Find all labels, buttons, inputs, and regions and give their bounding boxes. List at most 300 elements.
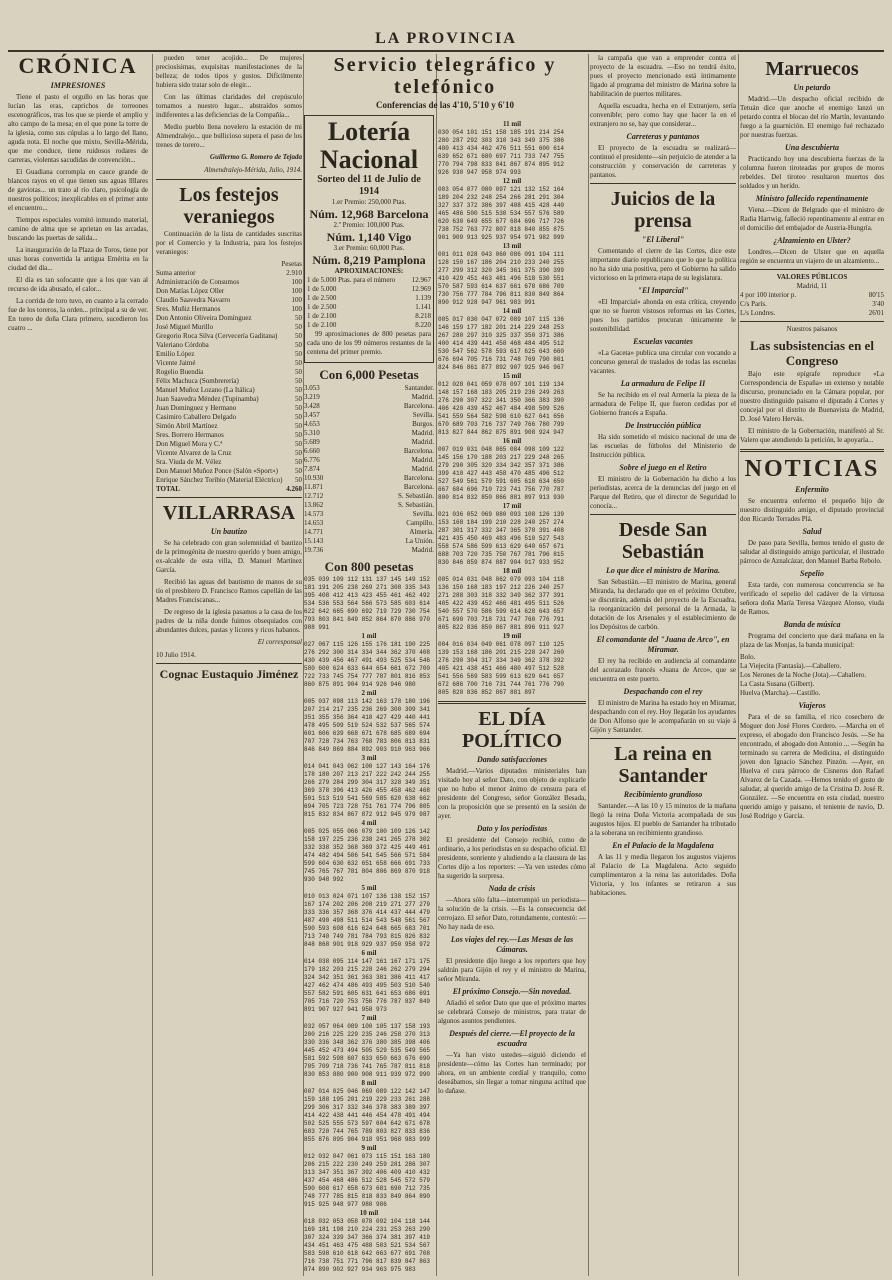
festejos-item-value: 2.910 (286, 269, 302, 277)
marruecos-heading: ¿Alzamiento en Ulster? (773, 236, 851, 245)
cronica-subtitle: IMPRESIONES (50, 81, 106, 90)
numeros-800-blocks (304, 576, 434, 1274)
con-6000-title: Con 6,000 Pesetas (319, 367, 419, 382)
premio-6000-item-value: Madrid. (411, 429, 434, 437)
politico-section: Nada de crisis (488, 884, 536, 893)
premio-6000-item-value: Madrid. (411, 546, 434, 554)
total-label: TOTAL (156, 485, 180, 493)
column-divider (738, 54, 739, 1276)
masthead: LA PROVINCIA (375, 30, 517, 47)
mil-heading: 3 mil (361, 754, 377, 762)
conferencias-subtitle: Conferencias de las 4'10, 5'10 y 6'10 (375, 100, 515, 110)
premio-6000-item-label: 12.712 (304, 492, 324, 500)
valores-title: VALORES PÚBLICOS (776, 273, 848, 281)
mil-heading: 13 mil (502, 242, 522, 250)
paisanos-paragraph: El ministro de la Gobernación, manifestó al Sr. Valero que atendiendo la petición, le apoyaría... (740, 427, 884, 444)
mil-heading: 18 mil (502, 567, 522, 575)
premio-6000-item (304, 438, 434, 447)
numeros-block: 007 019 031 048 065 084 098 109 122 145 156 170 188 203 217 229 248 265 279 290 305 320 334 342 357 371 386 399 410 427 443 458 470 485 496 512 527 549 561 579 591 605 618 634 650 667 684 696 710 723 741 756 770 787 800 814 832 850 866 881 897 913 930 (438, 446, 565, 501)
festejos-item-label: Enrique Sánchez Toribio (Material Eléctrico) (156, 476, 283, 484)
programa-item: La Casta Susana (Gilbert). (740, 680, 815, 688)
festejos-item (156, 341, 302, 350)
festejos-item (156, 269, 302, 278)
mil-heading: 10 mil (359, 1209, 379, 1217)
festejos-item (156, 278, 302, 287)
premio-6000-item-label: 13.862 (304, 501, 324, 509)
aproximaciones-list (307, 276, 431, 330)
premio-6000-item (304, 483, 434, 492)
numeros-block: 018 032 053 058 078 092 104 118 144 169 181 198 210 224 231 253 263 290 307 324 339 347 366 374 381 397 419 434 451 463 475 488 503 521 534 567 583 598 610 618 642 663 677 691 708 716 738 751 771 796 817 839 847 863 874 890 902 927 934 963 975 983 (304, 1218, 431, 1273)
festejos-item-value: 50 (295, 476, 302, 484)
festejos-item (156, 332, 302, 341)
festejos-item (156, 359, 302, 368)
festejos-title: Los festejos veraniegos (179, 184, 279, 228)
festejos-item-value: 50 (295, 404, 302, 412)
festejos-item-label: Sra. Viuda de M. Vélez (156, 458, 222, 466)
festejos-item (156, 368, 302, 377)
festejos-item (156, 404, 302, 413)
column-divider (588, 54, 589, 1276)
numeros-block: 005 017 030 047 072 089 107 115 136 146 159 177 182 201 214 229 248 253 267 280 297 310 325 337 350 371 386 400 414 439 441 458 468 484 495 512 530 547 562 578 593 617 625 643 660 676 694 705 716 731 748 769 790 801 824 846 861 877 892 907 925 946 967 (438, 316, 565, 371)
mil-heading: 14 mil (502, 307, 522, 315)
el-dia-politico-title: EL DÍA POLÍTICO (461, 708, 563, 752)
festejos-item-label: Valeriano Córdoba (156, 341, 209, 349)
premio-6000-item-value: Burgos. (412, 420, 434, 428)
numeros-block: 001 011 028 043 060 086 091 104 111 128 150 167 186 204 210 233 240 255 277 299 312 320 345 361 375 390 399 410 429 451 463 481 496 518 530 551 570 587 593 614 637 661 678 686 709 730 756 777 784 796 811 830 849 864 890 912 928 947 961 983 991 (438, 251, 565, 306)
top-rule (8, 50, 884, 52)
premio-6000-item (304, 510, 434, 519)
politico-section: Dando satisfacciones (477, 755, 547, 764)
valor-item-label: L/s Londres. (740, 309, 776, 317)
premio-6000-item-label: 6.660 (304, 447, 320, 455)
noticias-title: NOTICIAS (744, 456, 880, 482)
aproximacion-item (307, 303, 431, 312)
cronica-paragraph: El día es tan sofocante que a los que van al recurso de ida abusado, el calor... (8, 276, 148, 293)
cognac-ad: Cognac Eustaquio Jiménez (159, 667, 299, 681)
premio-6000-item-label: 15.143 (304, 537, 324, 545)
marruecos-title: Marruecos (765, 58, 859, 80)
noticia-heading: Banda de música (783, 620, 841, 629)
festejos-item (156, 323, 302, 332)
aproximaciones-title: APROXIMACIONES: (334, 267, 404, 275)
premio-6000-item-value: Santander. (404, 384, 434, 392)
premio-6000-item-value: Madrid. (411, 465, 434, 473)
aproximacion-item-value: 8.218 (415, 312, 431, 320)
noticia-heading: Sepelio (800, 569, 824, 578)
premio-6000-item-value: Almería. (409, 528, 434, 536)
festejos-item-value: 50 (295, 377, 302, 385)
paisanos-paragraph: Bajo este epígrafe reproduce «La Correspondencia de España» un extenso y notable discurso, pronunciado en la Cámara popular, por nuestro distinguido paisano el diputado á Cortes y concejal por el distrito de Buenavista de Madrid, D. José Valero Hervás. (740, 370, 884, 423)
ss-heading: Despachando con el rey (623, 687, 703, 696)
numeros-block: 021 036 052 069 080 093 108 126 139 153 168 184 199 210 228 240 257 274 287 301 317 332 347 365 378 391 408 421 435 450 469 483 496 510 527 543 558 574 586 599 613 629 640 657 671 688 703 720 735 750 767 781 796 815 830 846 859 874 887 904 917 933 952 (438, 511, 565, 566)
festejos-item-label: José Miguel Murillo (156, 323, 214, 331)
premio-6000-item-label: 5.689 (304, 438, 320, 446)
premio-6000-item (304, 474, 434, 483)
premio-6000-item (304, 492, 434, 501)
festejos-item-label: Gregorio Roca Silva (Cervecería Gaditana) (156, 332, 278, 340)
premio-6000-item-value: Madrid. (411, 456, 434, 464)
premio-6000-item (304, 537, 434, 546)
festejos-item-label: Félix Machuca (Sombrerería) (156, 377, 239, 385)
ss-paragraph: El rey ha recibido en audiencia al comandante del acorazado francés «Juana de Arco», que se encuentra en este puerto. (590, 657, 736, 683)
juicio-paragraph: Se ha recibido en el real Armería la pieza de la armadura de Felipe II, que fueron cedidas por el Gobierno francés a España. (590, 391, 736, 417)
festejos-item-label: Simón Abril Martínez (156, 422, 218, 430)
premio-6000-item-value: Barcelona. (403, 447, 434, 455)
juicio-paragraph: Ha sido sometido el músico nacional de una de las escuelas de fútbolos del Ministerio de Instrucción pública. (590, 433, 736, 459)
premio-6000-item (304, 420, 434, 429)
numeros-block: 007 014 025 046 069 089 122 142 147 159 188 195 201 219 229 233 261 288 299 306 317 332 346 378 383 389 397 414 422 438 441 446 454 478 491 494 502 525 555 573 597 604 642 671 678 683 720 744 765 789 803 827 833 836 855 876 895 904 918 951 968 983 999 (304, 1088, 431, 1143)
carreteras-paragraph: El proyecto de la escuadra se realizará—continuó el presidente—sin perjuicio de atender a la construcción y conservación de carreteras y pantanos. (590, 144, 736, 179)
cronica-paragraph: Tiene el pasto el orgullo en las horas que lucían las eras, caprichos de torreones escenográficos, tras los que se pierde el amplio y alto campo de la mesa; en el que pone la torre de la iglesia, como sus cúpulas a lo largo del llano, aguda nota. El noche que mixto, Sevilla-Mérida, que me conduce, tiene ruidosos rodares de carreras, violentas sacudidas de convención... (8, 93, 148, 164)
festejos-item-value: 100 (291, 278, 302, 286)
telegrafico-title: Servicio telegráfico y telefónico (333, 54, 557, 98)
festejos-item (156, 296, 302, 305)
aproximacion-item-value: 8.220 (415, 321, 431, 329)
valor-item-value: 3'40 (872, 300, 884, 308)
mil-heading: 17 mil (502, 502, 522, 510)
premio-6000-item-value: Sevilla. (412, 510, 434, 518)
numeros-block: 010 013 024 071 107 136 138 152 157 167 174 202 206 208 219 271 277 279 333 336 357 368 376 414 437 444 479 487 490 498 511 514 543 548 561 567 590 593 608 616 624 648 665 683 701 713 740 749 781 784 793 815 826 832 848 868 901 918 929 937 950 958 972 (304, 893, 431, 948)
festejos-item-label: Sres. Muñiz Hermanos (156, 305, 221, 313)
villarrasa-paragraph: De regreso de la iglesia pasamos a la casa de los padres de la niña donde fuimos obsequiados con abundantes dulces, pastas y licores y ricos habanos. (156, 608, 302, 634)
festejos-item-value: 50 (295, 458, 302, 466)
noticia-heading: Viajeros (798, 701, 826, 710)
politico-paragraph: —Ya han visto ustedes—siguió diciendo el presidente—cómo las Cortes han terminado; por ahora, en un ambiente cordial y tranquilo, como deseábamos, sin llegar a tomar ninguna actitud que lo dañase. (438, 1051, 586, 1095)
aproximacion-item-value: 1.141 (415, 303, 431, 311)
premio-6000-item-label: 11.871 (304, 483, 323, 491)
premio-3-number: Núm. 8,219 Pamplona (312, 253, 426, 267)
festejos-item-label: Sres. Borrero Hermanos (156, 431, 224, 439)
premio-6000-item-label: 4.653 (304, 420, 320, 428)
juicio-paragraph: «El Imparcial» ahonda en esta crítica, creyendo que no se fueron vistosos reformas en las Cortes, pues los partidos procuran únicamente le sostenibilidad. (590, 298, 736, 333)
carreteras-heading: Carreteras y pantanos (626, 132, 700, 141)
festejos-item-label: Casimiro Caballero Delgado (156, 413, 237, 421)
premio-6000-item-label: 14.771 (304, 528, 324, 536)
premio-6000-item (304, 384, 434, 393)
premio-2-label: 2.º Premio: 100,000 Ptas. (333, 221, 405, 229)
valor-item-label: 4 por 100 interior p. (740, 291, 797, 299)
cronica-continued: Medio pueblo llena novelero la estación de mi Almendralejo... que bullicioso supera el paso de los trenes de torero... (156, 123, 302, 149)
programa-item: Los Nerones de la Noche (Jota).—Caballero. (740, 671, 867, 679)
numeros-block: 012 032 047 061 073 115 151 163 180 206 215 222 230 249 259 281 286 307 313 347 351 367 392 406 409 410 432 437 454 468 486 512 528 545 572 579 590 608 617 658 673 681 690 712 735 748 777 785 815 818 833 849 864 890 915 925 948 977 980 986 (304, 1153, 431, 1208)
premio-6000-item (304, 465, 434, 474)
numeros-block: 032 057 064 089 100 105 137 158 193 200 216 225 229 235 246 258 270 313 330 336 348 362 376 380 385 398 406 445 452 473 494 505 529 535 549 565 581 592 598 607 633 650 663 676 690 705 709 718 736 741 765 787 811 818 830 853 880 900 908 911 939 972 990 (304, 1023, 431, 1078)
villarrasa-paragraph: Recibió las aguas del bautismo de manos de su tío el presbítero D. Francisco Ramos capellán de las Madres Franciscanas... (156, 578, 302, 604)
premio-6000-item-label: 6.776 (304, 456, 320, 464)
aproximacion-item-value: 12.969 (411, 285, 431, 293)
festejos-item (156, 377, 302, 386)
festejos-item-value: 50 (295, 449, 302, 457)
premio-6000-item (304, 402, 434, 411)
festejos-item (156, 395, 302, 404)
politico-paragraph: —Ahora sólo falta—interrumpió un periodista—la solución de la crisis. —Es la consecuencia del cerrojazo. El señor Dato, rotundamente, contestó: —No hay nada de eso. (438, 896, 586, 931)
festejos-item-value: 50 (295, 467, 302, 475)
numeros-block: 035 039 109 112 131 137 145 149 152 181 191 205 238 269 271 308 335 343 395 408 412 413 423 455 461 462 492 534 536 553 564 566 573 585 603 614 622 642 665 690 692 719 729 730 754 793 803 841 849 852 864 870 886 970 988 991 (304, 576, 431, 631)
festejos-item-label: Vicente Jaimé (156, 359, 196, 367)
valor-item (740, 300, 884, 309)
premio-6000-item-value: S. Sebastián. (398, 501, 434, 509)
politico-section: Después del cierre.—El proyecto de la escuadra (449, 1029, 575, 1048)
festejos-item-value: 50 (295, 422, 302, 430)
noticia-heading: Salud (802, 527, 822, 536)
noticia-paragraph: Se encuentra enfermo el pequeño hijo de nuestro distinguido amigo, el diputado provincial don Ricardo Terrades Plá. (740, 497, 884, 523)
valores-list (740, 291, 884, 318)
marruecos-paragraph: Londres.—Dicen de Ulster que en aquella región se encuentra un viajero de un alzamiento... (740, 248, 884, 265)
escuadra-paragraph: Aquella escuadra, hecha en el Extranjero, sería convenible; pero como hay que hacer la en el extranjero no se, hay que considerar... (590, 102, 736, 128)
aproximacion-item (307, 312, 431, 321)
juicio-heading: La armadura de Felipe II (620, 379, 706, 388)
festejos-item-label: Juan Saavedra Méndez (Tupinamba) (156, 395, 259, 403)
numeros-block: 004 016 034 049 061 078 097 110 125 139 153 168 186 201 215 228 247 260 276 290 304 317 334 349 362 378 392 405 421 438 451 466 480 497 512 528 541 556 569 583 599 613 629 641 657 672 686 700 716 731 744 761 776 790 805 820 836 852 867 881 897 (438, 641, 565, 696)
numeros-block: 005 014 031 048 062 079 093 104 118 136 150 168 183 197 212 226 240 257 271 288 303 318 332 349 362 377 391 405 422 439 452 466 481 495 511 526 540 557 570 586 599 614 628 643 657 671 690 703 718 731 747 760 776 791 805 822 836 850 867 881 896 911 927 (438, 576, 565, 631)
programa-item: La Viejecita (Fantasía).—Caballero. (740, 662, 842, 670)
politico-section: Los viajes del rey.—Las Mesas de las Cámaras. (450, 935, 574, 954)
column-noticias (740, 54, 884, 1276)
premio-1-number: Núm. 12,968 Barcelona (309, 207, 429, 221)
san-sebastian-title: Desde San Sebastián (618, 519, 708, 563)
reina-paragraph: Santander.—A las 10 y 15 minutos de la mañana llegó la reina Doña Victoria acompañada de sus augustos hijos. El pueblo de Santander ha tributado a la soberana un recibimiento grandioso. (590, 802, 736, 837)
noticia-heading: Enfermito (795, 485, 829, 494)
festejos-item-label: Manuel Muñoz Lozano (La Itálica) (156, 386, 255, 394)
villarrasa-signature: El corresponsal (257, 638, 302, 646)
mil-heading: 7 mil (361, 1014, 377, 1022)
reina-title: La reina en Santander (614, 743, 712, 787)
premio-6000-item-label: 3.053 (304, 384, 320, 392)
reina-heading: Recibimiento grandioso (623, 790, 703, 799)
programa-item: Bolo. (740, 653, 756, 661)
festejos-item-value: 100 (291, 305, 302, 313)
cronica-continued: pueden tener acojido... De mujeres preciosísimas, exquisitas manifestaciones de la belleza; de todos tipos y gustos. Difícilmente hubiera sido tratar solo de elegir... (156, 54, 302, 89)
numeros-block: 014 041 043 062 100 127 143 164 176 178 188 207 213 217 222 242 244 255 266 279 284 299 304 317 328 349 351 369 378 396 413 426 455 458 462 468 501 513 519 541 569 585 620 638 662 694 705 723 728 751 761 774 796 805 815 832 834 867 872 912 945 979 987 (304, 763, 431, 818)
aproximacion-item-value: 12.967 (411, 276, 431, 284)
cronica-paragraph: El Guadiana corrompía en cauce grande de blancos rayos en el que tienen sus aguas llllares de gaviotas... un trato al río claro, psicología de nuestros políticos; inexplicables en el primer ante el encuentro... (8, 168, 148, 212)
ss-heading: El comandante del "Juana de Arco", en Miramar. (596, 635, 730, 654)
mil-heading: 4 mil (361, 819, 377, 827)
premio-6000-item-label: 14.653 (304, 519, 324, 527)
mil-heading: 9 mil (361, 1144, 377, 1152)
mil-heading: 16 mil (502, 437, 522, 445)
festejos-item-value: 50 (295, 332, 302, 340)
aproximacion-item (307, 276, 431, 285)
cronica-continued: Con las últimas claridades del crepúsculo tornamos a nuestro lugar... abstraídos somos indiferentes a las deficiencias de la Compañía... (156, 93, 302, 119)
festejos-total (156, 485, 302, 494)
column-cronica (8, 54, 148, 1276)
numeros-800-blocks-cont (438, 120, 586, 697)
premio-6000-item-value: Barcelona. (403, 474, 434, 482)
marruecos-heading: Una descubierta (785, 143, 839, 152)
festejos-item-label: Rogelio Buendía (156, 368, 204, 376)
premio-6000-item-value: Campillo. (406, 519, 434, 527)
politico-paragraph: Añadió el señor Dato que que el próximo martes se celebrará Consejo de ministros, para tratar de algunos asuntos pendientes. (438, 999, 586, 1025)
villarrasa-title: VILLARRASA (162, 502, 296, 524)
numeros-block: 014 038 095 114 147 161 167 171 175 179 182 203 215 228 246 262 279 294 324 342 351 361 363 381 386 411 417 427 462 474 486 493 495 503 510 540 557 582 591 605 631 641 653 686 691 705 716 720 753 756 776 787 837 849 891 907 927 941 958 973 (304, 958, 431, 1013)
festejos-item-label: Don Matías López Oller (156, 287, 225, 295)
column-divider (152, 54, 153, 1276)
premio-6000-item-label: 7.874 (304, 465, 320, 473)
aproximacion-item-label: 1 de 2.500 (307, 303, 337, 311)
festejos-item-value: 100 (291, 296, 302, 304)
premio-6000-item (304, 456, 434, 465)
premio-6000-item-value: Barcelona. (403, 402, 434, 410)
festejos-item-value: 50 (295, 431, 302, 439)
festejos-item-value: 50 (295, 440, 302, 448)
festejos-item-value: 50 (295, 386, 302, 394)
festejos-item (156, 305, 302, 314)
festejos-item-label: Administración de Consumos (156, 278, 240, 286)
ss-paragraph: El ministro de Marina ha estado hoy en Miramar, despachando con el rey. Hoy llegarán los ayudantes de Don Alfonso que le acompañarán en su viaje á Gijón y Santander. (590, 699, 736, 734)
festejos-item-value: 50 (295, 395, 302, 403)
marruecos-paragraph: Madrid.—Un despacho oficial recibido de Tetuán dice que anoche el enemigo lanzó un petardo contra el blocao del río Martín, levantando fuego a la guarnición. El enemigo fué rechazado por nuestras fuerzas. (740, 95, 884, 139)
valor-item (740, 309, 884, 318)
premio-3-label: 3.er Premio: 60,000 Ptas. (333, 244, 405, 252)
festejos-item (156, 467, 302, 476)
premio-6000-item-value: La Unión. (405, 537, 434, 545)
column-prensa (590, 54, 736, 1276)
premio-6000-item (304, 447, 434, 456)
valor-item (740, 291, 884, 300)
festejos-item (156, 449, 302, 458)
premio-6000-item-value: Sevilla. (412, 411, 434, 419)
valor-item-value: 80'15 (868, 291, 884, 299)
premio-6000-item-label: 19.736 (304, 546, 324, 554)
politico-section: Dato y los periodistas (476, 824, 548, 833)
aproximacion-item-value: 1.139 (415, 294, 431, 302)
pesetas-label: Pesetas (281, 260, 302, 268)
premio-6000-item (304, 546, 434, 555)
premio-6000-item-label: 3.428 (304, 402, 320, 410)
marruecos-heading: Ministro fallecido repentinamente (755, 194, 869, 203)
column-politico (438, 120, 586, 1276)
premio-2-number: Núm. 1,140 Vigo (326, 230, 412, 244)
numeros-block: 003 054 077 080 097 121 132 152 164 189 204 232 248 254 266 281 291 304 327 337 372 386 397 408 415 428 440 465 486 500 515 530 534 557 576 589 620 630 649 655 677 684 696 717 726 738 752 763 772 807 818 840 855 875 901 909 913 925 937 954 971 982 999 (438, 186, 565, 241)
programa-list (740, 653, 884, 698)
ss-heading: Lo que dice el ministro de Marina. (606, 566, 720, 575)
festejos-item (156, 314, 302, 323)
author-place: Almendralejo-Mérida, Julio, 1914. (204, 166, 302, 174)
mil-heading: 5 mil (361, 884, 377, 892)
festejos-item-label: Don Antonio Oliveira Domínguez (156, 314, 252, 322)
premio-6000-item-value: Madrid. (411, 393, 434, 401)
total-value: 4.260 (286, 485, 302, 493)
reina-paragraph: A las 11 y media llegaron los augustos viajeros al Palacio de La Magdalena. Acto seguido cumplimentaron a la reina las autoridades. Doña Victoria, y los infantes se retiraron a sus habitaciones. (590, 853, 736, 897)
juicio-heading: Sobre el juego en el Retiro (619, 463, 707, 472)
politico-paragraph: El presidente dijo luego a los reporters que hoy saldrán para Gijón el rey y el ministro de Marina, señor Miranda. (438, 957, 586, 983)
premio-6000-item-value: Madrid. (411, 438, 434, 446)
cronica-paragraph: Tiempos especiales vomitó inmundo material, camino de alma que se aprietan en las arcadas, buscando las puertas de salida... (8, 216, 148, 242)
festejos-item (156, 476, 302, 485)
numeros-block: 005 025 055 066 079 100 109 126 142 158 197 225 236 238 241 265 278 302 332 338 352 368 369 372 425 449 461 474 482 494 506 541 545 566 571 584 599 604 630 632 651 658 666 691 733 745 765 767 781 804 806 869 870 918 930 948 992 (304, 828, 431, 883)
politico-paragraph: Madrid.—Varios diputados ministeriales han visitado hoy al señor Dato, con objeto de explicarle que no hubo el menor ánimo de censura para el presidente del Congreso, señor González Besada, con la proposición que se presentó en la sesión de ayer. (438, 767, 586, 820)
aproximacion-item-label: 1 de 2.100 (307, 321, 337, 329)
aproximacion-item-label: 1 de 5.000 Ptas. para el número (307, 276, 396, 284)
festejos-item (156, 386, 302, 395)
festejos-item-value: 100 (291, 287, 302, 295)
juicio-heading: De Instrucción pública (624, 421, 701, 430)
p6000-list (304, 384, 434, 555)
column-festejos (156, 54, 302, 1276)
cronica-title: CRÓNICA (18, 53, 138, 78)
noticia-paragraph: Para el de su familia, el rico cosechero de Moguer don José Flores Cordero. —Marcha en el expreso, el abogado don Francisco Jesús. —Se ha encontrado, el abogado don Antonio ... —Según ha terminado su carrera de Medicina, el distinguido joven don Ignacio Sánchez Pinzón. —Ayer, en Huelva el cura párroco de Cisneros don Rafael Alvarez de la Cazada. —Hemos tenido el gusto de saludar, al querido amigo de la Cristina D. José R. González. —Se encuentra en esta ciudad, nuestro querido amigo y paisano, el teniente de navío, D. José Rodrigo y García. (740, 713, 884, 820)
festejos-item-label: Don Manuel Muñoz Ponce (Salón «Sport») (156, 467, 278, 475)
premio-6000-item (304, 501, 434, 510)
marruecos-heading: Un petardo (793, 83, 831, 92)
premio-6000-item (304, 528, 434, 537)
valores-subtitle: Madrid, 11 (796, 282, 828, 290)
villarrasa-date: 10 Julio 1914. (156, 651, 196, 659)
premio-6000-item (304, 393, 434, 402)
aproximacion-item (307, 285, 431, 294)
festejos-item (156, 350, 302, 359)
festejos-item-label: Suma anterior (156, 269, 196, 277)
premio-6000-item-value: Barcelona. (403, 483, 434, 491)
sorteo-date: Sorteo del 11 de Julio de 1914 (317, 174, 421, 197)
festejos-list (156, 269, 302, 485)
valor-item-value: 26'01 (868, 309, 884, 317)
festejos-item-label: Vicente Alvarez de la Cruz (156, 449, 232, 457)
column-divider (436, 54, 437, 1276)
premio-6000-item-value: S. Sebastián. (398, 492, 434, 500)
premio-6000-item-label: 3.457 (304, 411, 320, 419)
mil-heading: 2 mil (361, 689, 377, 697)
festejos-item-value: 50 (295, 368, 302, 376)
numeros-block: 027 067 115 126 155 176 181 190 225 276 292 300 314 334 344 362 370 408 430 439 456 467 491 493 525 534 546 580 600 624 633 644 654 661 672 700 722 733 745 754 777 787 801 816 853 860 875 891 904 914 926 946 980 (304, 641, 431, 688)
numeros-block: 030 054 101 151 158 185 191 214 254 280 287 292 303 310 343 349 375 386 400 413 434 462 476 511 551 600 614 639 652 671 680 697 711 733 747 755 770 794 798 833 841 867 874 895 912 926 930 947 958 974 993 (438, 129, 565, 176)
festejos-item (156, 431, 302, 440)
juicio-heading: Escuelas vacantes (633, 337, 693, 346)
festejos-item (156, 458, 302, 467)
cronica-paragraph: La inauguración de la Plaza de Toros, tiene por unas horas convertida la antigua Emérita en la ciudad del día... (8, 246, 148, 272)
noticia-paragraph: Esta tarde, con numerosa concurrencia se ha verificado el sepelio del cadáver de la virtuosa señora doña María Teresa Vázquez Alonso, viuda de Ramos. (740, 581, 884, 616)
premio-1-label: 1.er Premio: 250,000 Ptas. (331, 198, 407, 206)
festejos-item-label: Don Miguel Mora y C.ª (156, 440, 223, 448)
festejos-item (156, 413, 302, 422)
festejos-item (156, 440, 302, 449)
mil-heading: 1 mil (361, 632, 377, 640)
festejos-item-value: 50 (295, 341, 302, 349)
cronica-paragraph: La corrida de toro tuvo, en cuanto a la cerrado fue de los toreros, la orden... principal a su de ver. En toreo de doña Clara primero, sucedieron los cuatro ... (8, 297, 148, 332)
mil-heading: 8 mil (361, 1079, 377, 1087)
escuadra-paragraph: la campaña que van a emprender contra el proyecto de la escuadra. —Eso no tendrá éxito, pues el proyecto mencionado está íntimamente ligado al programa del ministro de Marina sobre la habilitación de puertos militares. (590, 54, 736, 98)
centena-note: 99 aproximaciones de 800 pesetas para cada uno de los 99 números restantes de la centena del primer premio. (307, 330, 431, 356)
noticia-paragraph: De paso para Sevilla, hemos tenido el gusto de saludar al distinguido amigo particular, el ilustrado párroco de Aznalcázar, don Manuel Barba Rebolo. (740, 539, 884, 565)
aproximacion-item (307, 321, 431, 330)
numeros-block: 012 028 041 059 078 097 101 119 134 148 157 168 183 205 219 236 249 263 276 290 307 322 341 350 366 383 390 406 420 439 452 467 484 498 509 526 541 559 564 582 598 610 627 641 656 670 689 703 716 737 749 766 780 799 813 827 844 862 875 891 908 924 947 (438, 381, 565, 436)
loteria-title: Lotería Nacional (319, 117, 419, 174)
festejos-intro: Continuación de la lista de cantidades suscritas por el Comercio y la Industria, para los festejos veraniegos: (156, 230, 302, 256)
numeros-block: 005 037 098 113 142 163 178 180 196 207 214 217 235 236 269 300 309 341 351 355 356 364 410 427 429 440 441 478 495 509 519 524 532 537 565 574 601 606 639 668 671 678 685 689 694 707 728 734 763 768 783 806 813 831 846 849 869 884 892 903 910 963 966 (304, 698, 431, 753)
villarrasa-paragraph: Se ha celebrado con gran solemnidad el bautizo de la primogénita de nuestro querido y buen amigo, ex-alcalde de esta villa, D. Manuel Martínez García. (156, 539, 302, 574)
festejos-item-value: 50 (295, 350, 302, 358)
premio-6000-item (304, 429, 434, 438)
festejos-item-value: 50 (295, 359, 302, 367)
mil-heading: 6 mil (361, 949, 377, 957)
mil-heading: 19 mil (502, 632, 522, 640)
mil-heading: 11 mil (502, 120, 522, 128)
juicio-heading: "El Liberal" (641, 235, 685, 244)
juicios-title: Juicios de la prensa (610, 188, 716, 232)
festejos-item-label: Claudio Saavedra Navarro (156, 296, 231, 304)
villarrasa-subtitle: Un bautizo (210, 527, 248, 536)
premio-6000-item (304, 519, 434, 528)
festejos-item (156, 287, 302, 296)
aproximacion-item-label: 1 de 2.100 (307, 312, 337, 320)
con-800-title: Con 800 pesetas (324, 559, 414, 574)
politico-section: El próximo Consejo.—Sin novedad. (452, 987, 572, 996)
aproximacion-item (307, 294, 431, 303)
premio-6000-item-label: 5.310 (304, 429, 320, 437)
juicio-paragraph: Comentando el cierre de las Cortes, dice este importante diario republicano que lo que la política no ha sido una positiva, pero el Gobierno ha salido victorioso en la primera etapa de su legislatura. (590, 247, 736, 282)
noticia-paragraph: Programa del concierto que dará mañana en la plaza de las Monjas, la banda municipal: (740, 632, 884, 649)
